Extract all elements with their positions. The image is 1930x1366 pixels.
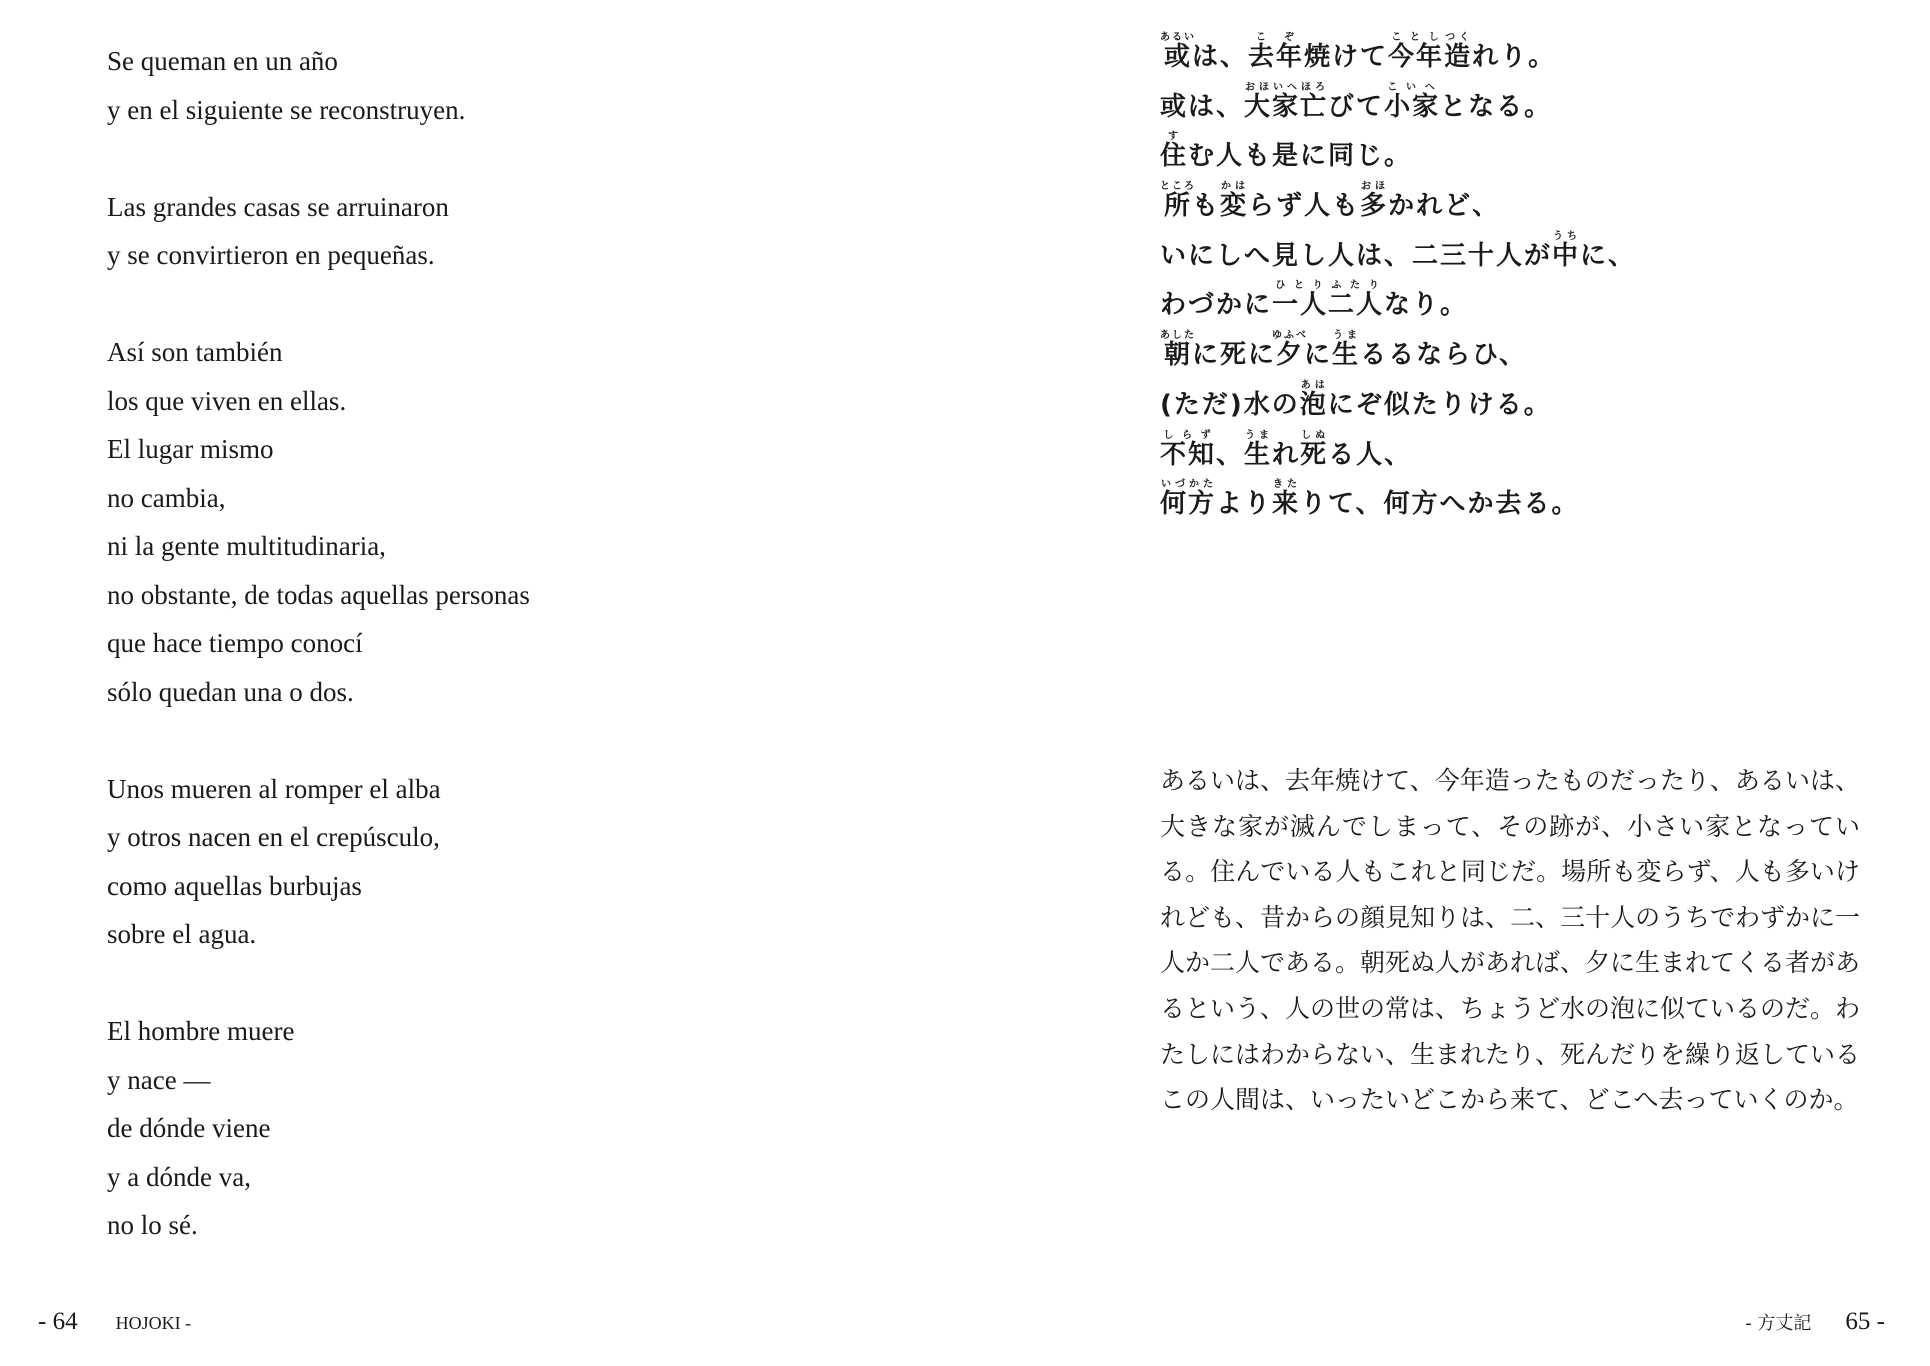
furigana-reading: きた	[1272, 479, 1301, 491]
furigana-reading: しらず	[1160, 429, 1216, 441]
furigana-word	[1444, 32, 1473, 72]
kanji-base: 今年	[1388, 42, 1445, 72]
classical-text: 、	[1216, 439, 1245, 470]
stanza	[107, 183, 927, 280]
furigana-word	[1300, 81, 1329, 122]
classical-line	[1160, 430, 1880, 480]
furigana-reading: おほ	[1360, 181, 1389, 193]
furigana-reading: うち	[1552, 230, 1581, 242]
furigana-reading: かは	[1220, 181, 1249, 193]
furigana-word	[1248, 32, 1305, 72]
poem-line: Se queman en un año	[107, 46, 338, 76]
classical-text: に、	[1580, 240, 1637, 271]
kanji-base: 夕	[1272, 340, 1309, 371]
furigana-word	[1384, 81, 1441, 122]
modern-japanese-paragraph: あるいは、去年焼けて、今年造ったものだったり、あるいは、大きな家が滅んでしまって、その跡が、小さい家となっている。住んでいる人もこれと同じだ。場所も変らず、人も多いけれども、昔からの顔見知りは、二、三十人のうちでわずかに一人か二人である。朝死ぬ人があれば、夕に生まれてくる者があるという、人の世の常は、ちょうど水の泡に似ているのだ。わたしにはわからない、生まれたり、死んだりを繰り返しているこの人間は、いったいどこから来て、どこへ去っていくのか。	[1160, 766, 1861, 1115]
furigana-word	[1332, 330, 1361, 371]
classical-text: に	[1304, 340, 1333, 371]
kanji-base: 不知	[1160, 439, 1217, 470]
kanji-base: 或	[1160, 42, 1196, 72]
classical-text: わづかに	[1160, 290, 1273, 321]
furigana-reading: しぬ	[1300, 429, 1329, 441]
furigana-reading: こいへ	[1384, 81, 1441, 93]
kanji-base: 住	[1160, 141, 1189, 172]
furigana-reading: いづかた	[1160, 479, 1217, 491]
poem-line: no cambia,	[107, 482, 226, 513]
classical-text: れ	[1272, 439, 1301, 470]
classical-text: れり。	[1472, 42, 1557, 72]
poem-line: y a dónde va,	[107, 1161, 251, 1192]
classical-text: いにしへ見し人は、二三十人が	[1160, 240, 1553, 271]
classical-text: なり。	[1384, 290, 1469, 321]
classical-text: は、	[1192, 42, 1249, 72]
classical-line	[1160, 280, 1880, 330]
furigana-reading: ゆふべ	[1272, 330, 1309, 342]
classical-line	[1160, 32, 1880, 82]
poem-line: El lugar mismo	[107, 434, 274, 464]
classical-text: 焼けて	[1304, 42, 1389, 72]
poem-line: los que viven en ellas.	[107, 385, 347, 416]
furigana-word	[1244, 429, 1273, 470]
classical-text: りて、何方へか去る。	[1300, 489, 1580, 520]
kanji-base: 生	[1244, 439, 1273, 470]
classical-text: より	[1216, 489, 1273, 520]
furigana-reading: ひとりふたり	[1272, 280, 1385, 292]
furigana-reading: ところ	[1160, 181, 1196, 193]
classical-line	[1160, 380, 1880, 430]
poem-line: como aquellas burbujas	[107, 870, 362, 901]
poem-line: no obstante, de todas aquellas personas	[107, 579, 530, 610]
classical-text: に死に	[1192, 340, 1277, 371]
poem-line: y en el siguiente se reconstruyen.	[107, 94, 466, 125]
kanji-base: 朝	[1160, 340, 1196, 371]
classical-line	[1160, 181, 1880, 231]
classical-japanese-text	[1160, 32, 1880, 529]
right-running-title: - 方丈記	[1745, 1313, 1812, 1334]
poem-line: Unos mueren al romper el alba	[107, 773, 441, 804]
furigana-reading: あした	[1160, 330, 1196, 342]
classical-text: も	[1192, 191, 1221, 222]
poem-line: de dónde viene	[107, 1113, 271, 1143]
furigana-word	[1300, 429, 1329, 470]
spanish-poem	[107, 37, 927, 1298]
furigana-reading: うま	[1332, 330, 1361, 342]
kanji-base: 中	[1552, 240, 1581, 271]
furigana-word	[1272, 479, 1301, 520]
furigana-word	[1160, 131, 1189, 172]
classical-line	[1160, 330, 1880, 380]
poem-line: que hace tiempo conocí	[107, 628, 363, 658]
stanza	[107, 328, 927, 716]
poem-line: sobre el agua.	[107, 919, 257, 949]
furigana-reading: つく	[1444, 32, 1473, 43]
classical-text: にぞ似たりける。	[1327, 389, 1552, 420]
furigana-word	[1360, 181, 1389, 222]
footer-right-dash: -	[1870, 1308, 1885, 1335]
classical-text: (ただ)水の	[1160, 389, 1300, 420]
footer-left	[38, 1305, 191, 1339]
furigana-reading: あるい	[1160, 32, 1196, 43]
kanji-base: 一人二人	[1272, 290, 1385, 321]
kanji-base: 何方	[1160, 489, 1217, 520]
classical-line	[1160, 82, 1880, 132]
kanji-base: 去年	[1248, 42, 1305, 72]
classical-text: るるならひ、	[1360, 340, 1528, 371]
footer-left-dash: -	[38, 1308, 53, 1335]
classical-text: かれど、	[1388, 191, 1501, 222]
stanza	[107, 37, 927, 134]
left-running-title: HOJOKI -	[115, 1313, 192, 1333]
furigana-word	[1160, 181, 1196, 222]
poem-line: y se convirtieron en pequeñas.	[107, 240, 435, 270]
classical-text: る人、	[1328, 439, 1413, 470]
right-page-number: 65	[1845, 1308, 1871, 1335]
furigana-word	[1160, 330, 1196, 371]
kanji-base: 亡	[1300, 91, 1329, 122]
furigana-reading: うま	[1244, 429, 1273, 441]
poem-line: Así son también	[107, 337, 283, 367]
furigana-word	[1160, 429, 1217, 470]
kanji-base: 所	[1160, 191, 1196, 222]
poem-line: sólo quedan una o dos.	[107, 676, 354, 707]
left-page-number: 64	[52, 1308, 78, 1335]
furigana-word	[1244, 81, 1301, 122]
furigana-reading: あは	[1299, 379, 1328, 391]
furigana-reading: ことし	[1388, 32, 1445, 43]
furigana-word	[1220, 181, 1249, 222]
classical-text: らず人も	[1248, 191, 1361, 222]
poem-line: El hombre muere	[107, 1016, 295, 1046]
furigana-word	[1272, 330, 1309, 371]
furigana-reading: おほいへ	[1244, 81, 1301, 93]
classical-text: む人も是に同じ。	[1188, 141, 1413, 172]
footer-right	[1745, 1305, 1885, 1339]
furigana-reading: す	[1160, 131, 1188, 143]
kanji-base: 泡	[1299, 389, 1328, 420]
classical-line	[1160, 231, 1880, 281]
classical-text: となる。	[1440, 91, 1553, 122]
kanji-base: 造	[1444, 42, 1473, 72]
kanji-base: 変	[1220, 191, 1249, 222]
kanji-base: 死	[1300, 439, 1329, 470]
kanji-base: 小家	[1384, 91, 1441, 122]
poem-line: y nace —	[107, 1064, 211, 1095]
furigana-word	[1160, 479, 1217, 520]
kanji-base: 大家	[1244, 91, 1301, 122]
poem-line: Las grandes casas se arruinaron	[107, 191, 449, 222]
classical-line	[1160, 479, 1880, 529]
furigana-word	[1299, 379, 1328, 420]
stanza	[107, 765, 927, 959]
classical-text: 或は、	[1160, 91, 1245, 122]
poem-line: ni la gente multitudinaria,	[107, 531, 386, 561]
kanji-base: 多	[1360, 191, 1389, 222]
classical-line	[1160, 131, 1880, 181]
furigana-word	[1160, 32, 1196, 72]
furigana-reading: こぞ	[1248, 32, 1305, 43]
furigana-word	[1552, 230, 1581, 271]
poem-line: no lo sé.	[107, 1210, 198, 1240]
kanji-base: 生	[1332, 340, 1361, 371]
poem-line: y otros nacen en el crepúsculo,	[107, 822, 440, 852]
furigana-reading: ほろ	[1300, 81, 1329, 93]
kanji-base: 来	[1272, 489, 1301, 520]
furigana-word	[1388, 32, 1445, 72]
furigana-word	[1272, 280, 1385, 321]
classical-text: びて	[1328, 91, 1385, 122]
stanza	[107, 1007, 927, 1250]
